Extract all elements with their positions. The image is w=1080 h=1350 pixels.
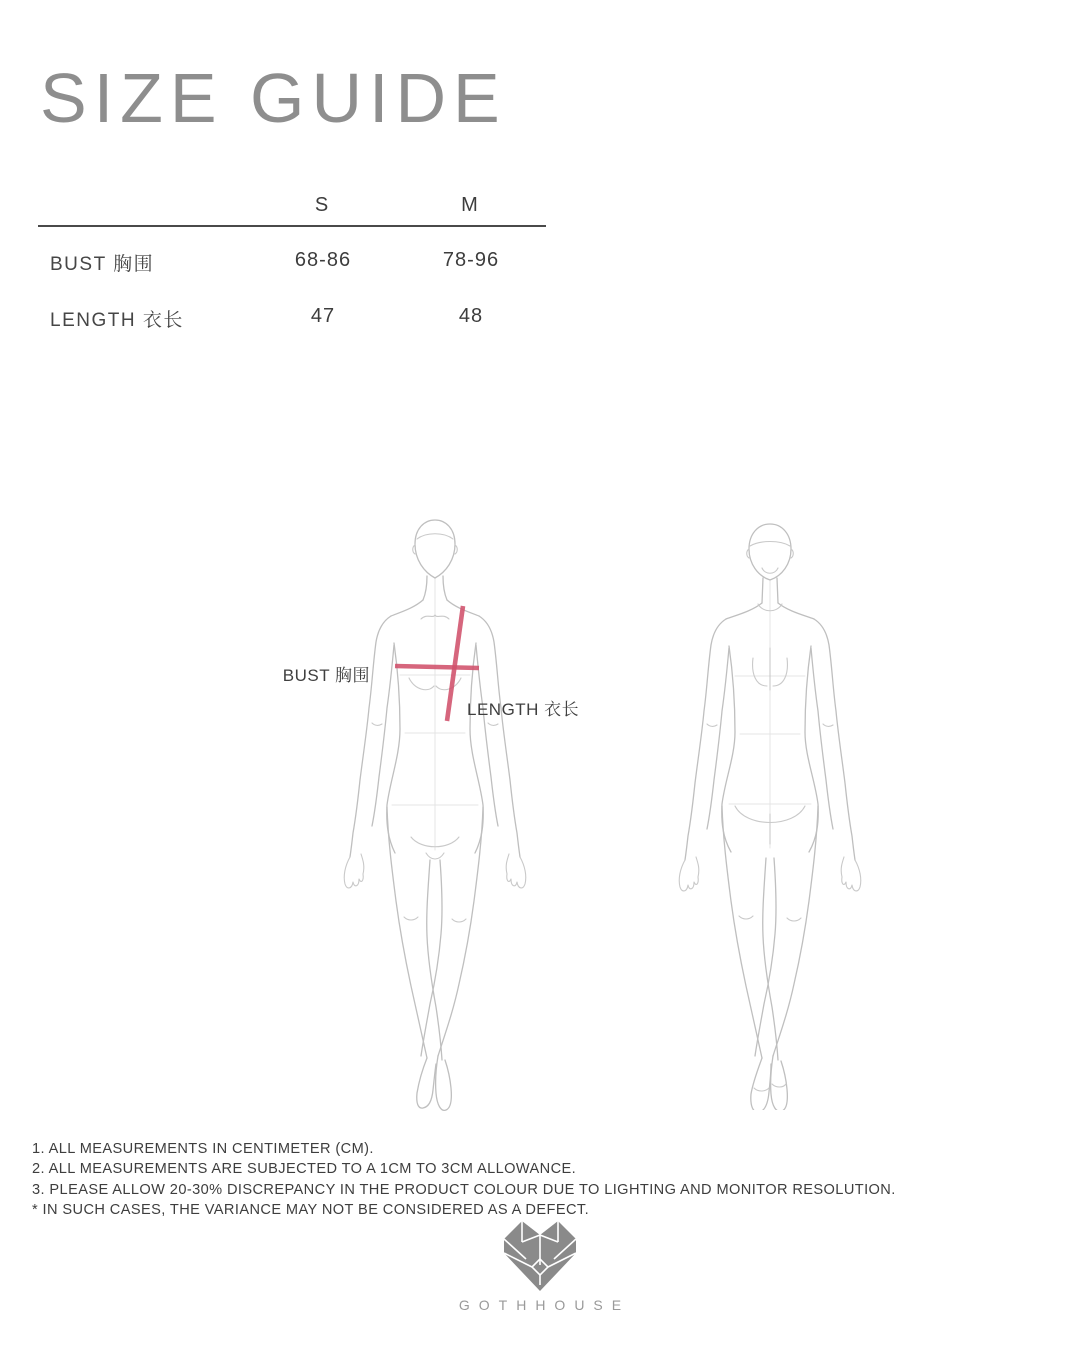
bust-measure-label: BUST 胸围 xyxy=(282,666,370,685)
note-line: 3. PLEASE ALLOW 20-30% DISCREPANCY IN THE PRODUCT COLOUR DUE TO LIGHTING AND MONITOR RESOLUTION. xyxy=(32,1181,896,1198)
length-measure-label: LENGTH 衣长 xyxy=(467,700,580,719)
note-line: 1. ALL MEASUREMENTS IN CENTIMETER (CM). xyxy=(32,1141,374,1157)
note-line: * IN SUCH CASES, THE VARIANCE MAY NOT BE CONSIDERED AS A DEFECT. xyxy=(32,1201,590,1218)
note-line: 2. ALL MEASUREMENTS ARE SUBJECTED TO A 1CM TO 3CM ALLOWANCE. xyxy=(32,1161,577,1178)
length-value-s: 47 xyxy=(310,305,336,327)
row-label-length: LENGTH 衣长 xyxy=(50,310,184,331)
size-column-m: M xyxy=(461,194,479,216)
row-label-bust: BUST 胸围 xyxy=(50,254,155,275)
length-value-m: 48 xyxy=(458,305,484,327)
length-measure-line xyxy=(447,606,463,721)
page-title: SIZE GUIDE xyxy=(40,59,507,137)
faceted-heart-icon xyxy=(492,1219,588,1295)
bust-value-s: 68-86 xyxy=(294,249,352,271)
croquis-back-figure xyxy=(665,518,875,1110)
size-column-s: S xyxy=(314,194,330,216)
brand-name: GOTHHOUSE xyxy=(458,1297,631,1313)
table-header-rule xyxy=(38,225,546,227)
bust-measure-line xyxy=(395,666,479,668)
bust-value-m: 78-96 xyxy=(442,249,500,271)
measurement-notes xyxy=(32,1139,896,1220)
